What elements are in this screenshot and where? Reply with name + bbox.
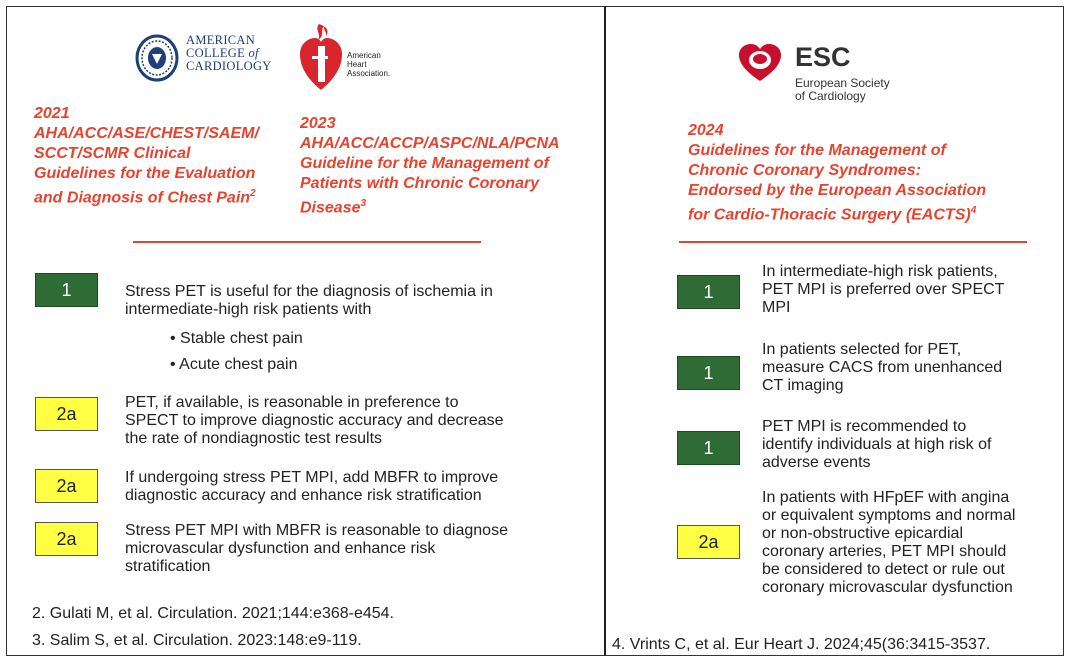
- class-badge: 2a: [35, 397, 98, 431]
- recommendation-bullet: • Stable chest pain: [170, 330, 303, 347]
- guideline-2023-title: 2023 AHA/ACC/ACCP/ASPC/NLA/PCNA Guideline for the Management of Patients with Chronic Coronary Disease$^3$: [300, 115, 560, 217]
- reference-item: 3. Salim S, et al. Circulation. 2023:148:e9-119.: [32, 632, 362, 649]
- recommendation-text: Stress PET is useful for the diagnosis of ischemia in intermediate-high risk patients with: [125, 283, 493, 318]
- class-badge: 2a: [35, 469, 98, 503]
- recommendation-text: Stress PET MPI with MBFR is reasonable to diagnose microvascular dysfunction and enhance risk stratification: [125, 522, 508, 575]
- class-badge: 1: [35, 273, 98, 307]
- esc-heart-logo: [737, 43, 783, 88]
- esc-sub-line-2: of Cardiology: [795, 89, 866, 103]
- reference-item: 2. Gulati M, et al. Circulation. 2021;144:e368-e454.: [32, 605, 394, 622]
- recommendation-text: PET, if available, is reasonable in preference to SPECT to improve diagnostic accuracy and decrease the rate of nondiagnostic test results: [125, 394, 504, 447]
- guideline-2021-title: 2021 AHA/ACC/ASE/CHEST/SAEM/ SCCT/SCMR Clinical Guidelines for the Evaluation and Diagnosis of Chest Pain$^2$: [34, 105, 259, 207]
- right-title-rule: [679, 241, 1027, 243]
- acc-wordmark: [186, 34, 272, 73]
- acc-line-1: AMERICAN: [186, 33, 256, 47]
- aha-heart-torch-logo: [298, 20, 344, 97]
- class-badge: 1: [677, 275, 740, 309]
- guideline-2024-title: 2024 Guidelines for the Management of Chronic Coronary Syndromes: Endorsed by the European Association for Cardio-Thoracic Surgery (EACTS)$^4$: [688, 122, 987, 224]
- recommendation-text: In patients with HFpEF with angina or equivalent symptoms and normal or non-obstructive epicardial coronary arteries, PET MPI should be considered to detect or rule out coronary microvascular dysfunction: [762, 489, 1016, 596]
- recommendation-text: PET MPI is recommended to identify individuals at high risk of adverse events: [762, 418, 992, 471]
- aha-wordmark: [347, 51, 390, 78]
- left-title-rule: [133, 241, 481, 243]
- recommendation-text: In patients selected for PET, measure CACS from unenhanced CT imaging: [762, 341, 1003, 394]
- class-badge: 1: [677, 431, 740, 465]
- column-divider: [604, 6, 606, 656]
- class-badge: 2a: [677, 525, 740, 559]
- esc-subtitle: [795, 77, 890, 103]
- esc-sub-line-1: European Society: [795, 76, 890, 90]
- aha-line-2: Heart: [347, 60, 367, 69]
- acc-line-2: COLLEGE of: [186, 46, 259, 60]
- aha-line-1: American: [347, 51, 381, 60]
- acc-seal-logo: [135, 34, 179, 87]
- recommendation-text: If undergoing stress PET MPI, add MBFR to improve diagnostic accuracy and enhance risk stratification: [125, 469, 499, 504]
- class-badge: 1: [677, 356, 740, 390]
- recommendation-text: In intermediate-high risk patients, PET MPI is preferred over SPECT MPI: [762, 263, 1005, 316]
- acc-line-3: CARDIOLOGY: [186, 59, 272, 73]
- reference-item: 4. Vrints C, et al. Eur Heart J. 2024;45(36:3415-3537.: [612, 636, 991, 653]
- recommendation-bullet: • Acute chest pain: [170, 356, 298, 373]
- aha-line-3: Association.: [347, 69, 391, 78]
- esc-wordmark: ESC: [795, 42, 851, 72]
- class-badge: 2a: [35, 522, 98, 556]
